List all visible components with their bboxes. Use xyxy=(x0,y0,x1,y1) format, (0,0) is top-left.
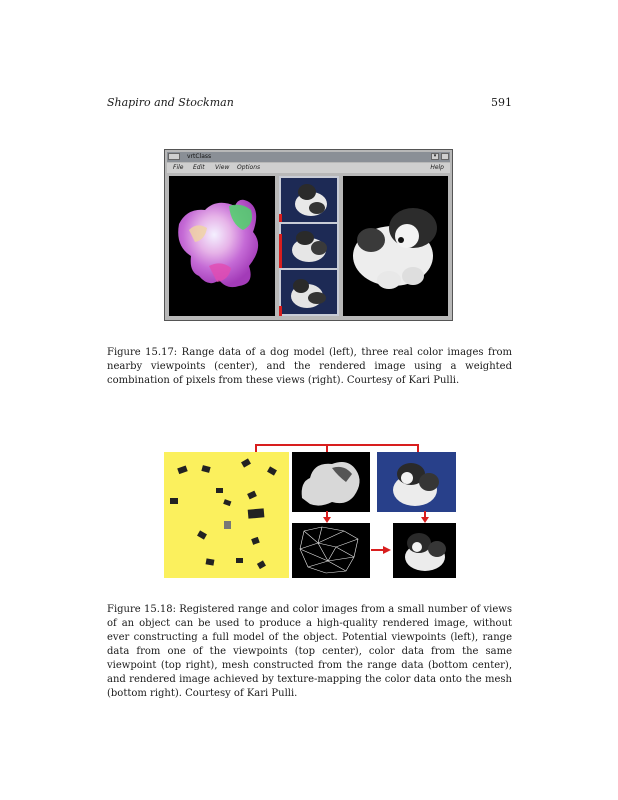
rendered-result-image xyxy=(393,523,456,578)
color-data-image xyxy=(377,452,456,512)
figure-15-17-caption: Figure 15.17: Range data of a dog model (left), three real color images from nearby viewpoints (center), and the rendered image using a weighted combination of pixels from these views (right). Courtesy of Kari Pulli. xyxy=(107,347,512,386)
window-close-button[interactable] xyxy=(441,153,449,160)
menu-file[interactable]: File xyxy=(173,164,184,171)
color-view-1 xyxy=(281,178,337,222)
rendered-view xyxy=(343,176,448,316)
range-to-mesh-arrow xyxy=(317,511,337,525)
range-data-dog-image xyxy=(169,176,275,316)
menu-bar xyxy=(167,163,450,173)
window-title: vrtClass xyxy=(187,153,212,160)
menu-options[interactable]: Options xyxy=(237,164,261,171)
running-head-authors: Shapiro and Stockman xyxy=(107,96,234,109)
page-number: 591 xyxy=(491,96,512,109)
viewpoint-cameras xyxy=(164,452,289,578)
running-head xyxy=(107,96,512,112)
menu-help[interactable]: Help xyxy=(430,164,444,171)
view-weight-bar-2 xyxy=(279,234,282,268)
figure-15-18 xyxy=(164,442,456,578)
color-view-2 xyxy=(281,224,337,268)
window-menu-button[interactable] xyxy=(168,153,180,160)
potential-viewpoints-panel xyxy=(164,452,289,578)
mesh-image xyxy=(292,523,370,578)
view-weight-bar-1 xyxy=(279,214,282,222)
color-view-3 xyxy=(281,270,337,314)
color-views-strip xyxy=(279,176,339,316)
menu-edit[interactable]: Edit xyxy=(193,164,205,171)
range-data-view xyxy=(169,176,275,316)
mesh-to-render-arrow xyxy=(371,544,391,556)
window-titlebar[interactable] xyxy=(167,152,450,162)
maximize-button[interactable]: ▾ xyxy=(431,153,439,160)
menu-view[interactable]: View xyxy=(215,164,230,171)
figure-15-18-caption: Figure 15.18: Registered range and color images from a small number of views of an object can be used to produce a high-quality rendered image, without ever constructing a full model of the object. Potential viewpoints (left), range data from one of the viewpoints (top center), color data from the same viewpoint (top right), mesh constructed from the range data (bottom center), and rendered image achieved by texture-mapping the color data onto the mesh (bottom right). Courtesy of Kari Pulli. xyxy=(107,604,512,699)
view-weight-bar-3 xyxy=(279,306,282,316)
range-data-image xyxy=(292,452,370,512)
rendered-dog-image xyxy=(343,176,448,316)
figure-15-17 xyxy=(164,149,453,321)
